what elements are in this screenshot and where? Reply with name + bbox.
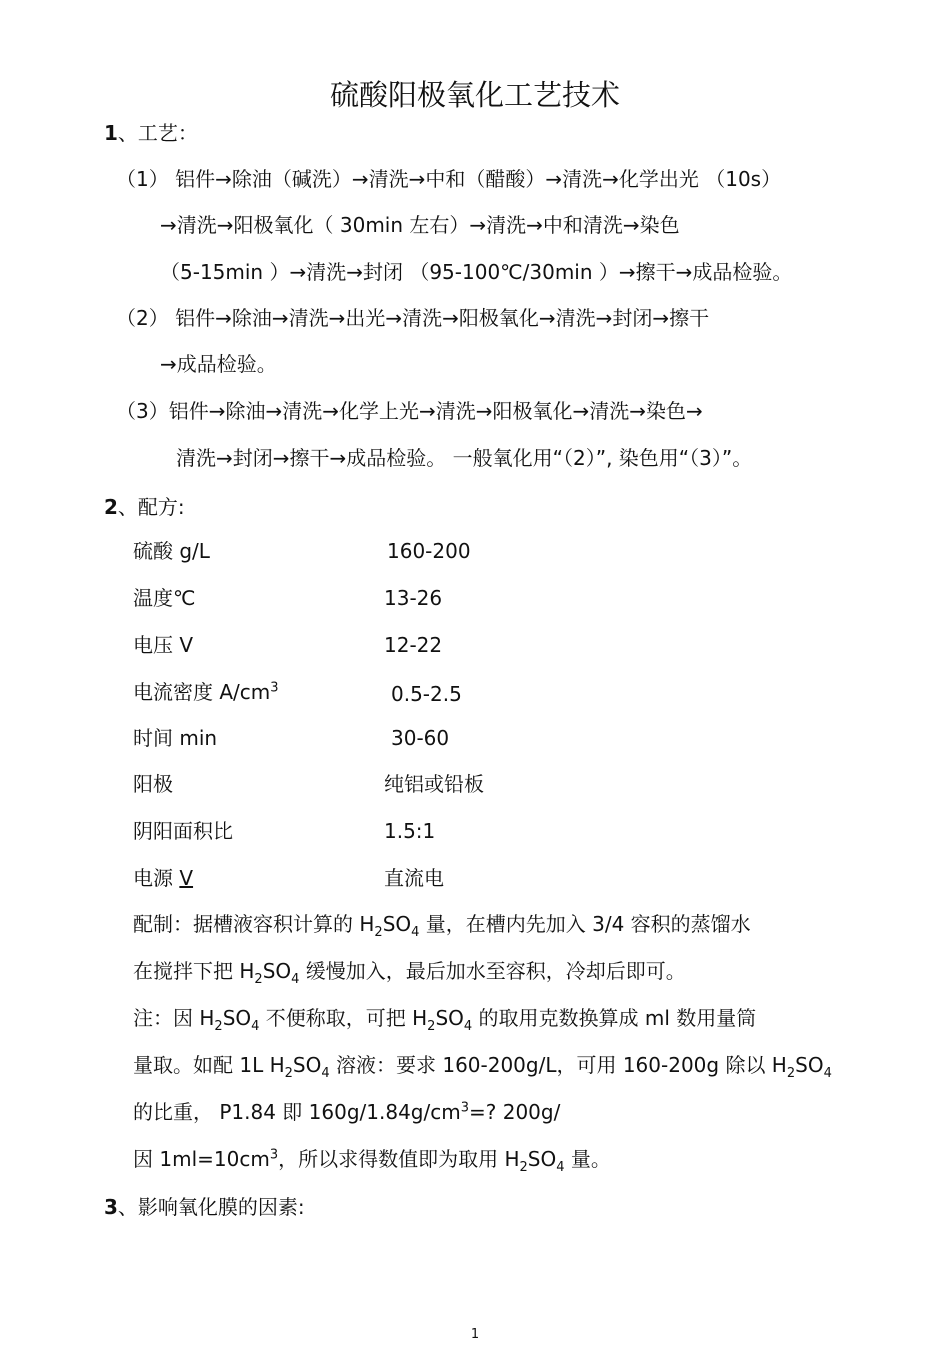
recipe-value-anode: 纯铝或铅板 xyxy=(384,772,484,796)
text: SO xyxy=(292,1053,322,1077)
text: 在搅拌下把 H xyxy=(133,959,255,983)
text: =? 200g/ xyxy=(469,1100,561,1124)
subscript: 2 xyxy=(374,925,383,940)
process-3-line-1: （3）铝件→除油→清洗→化学上光→清洗→阳极氧化→清洗→染色→ xyxy=(116,399,703,423)
section-1-heading xyxy=(104,121,198,145)
recipe-label-temperature: 温度℃ xyxy=(133,586,196,610)
recipe-label-time: 时间 min xyxy=(133,726,218,750)
recipe-value-area-ratio: 1.5:1 xyxy=(384,819,436,843)
section-title: 、影响氧化膜的因素: xyxy=(117,1195,305,1219)
recipe-label-area-ratio: 阴阳面积比 xyxy=(133,819,233,843)
text: ，所以求得数值即为取用 H xyxy=(278,1147,520,1171)
section-2-heading xyxy=(104,495,185,519)
subscript: 2 xyxy=(254,972,263,987)
prep-line-4 xyxy=(133,1053,832,1081)
text: SO xyxy=(222,1006,252,1030)
recipe-label-anode: 阳极 xyxy=(133,772,173,796)
text: SO xyxy=(795,1053,824,1077)
recipe-value-current-density: 0.5-2.5 xyxy=(391,682,462,706)
text: 缓慢加入，最后加水至容积，冷却后即可。 xyxy=(299,959,686,983)
subscript: 2 xyxy=(214,1019,223,1034)
text: 溶液：要求 160-200g/L，可用 160-200g 除以 H xyxy=(329,1053,787,1077)
section-3-heading xyxy=(104,1195,305,1219)
subscript: 4 xyxy=(321,1066,330,1081)
section-number: 1 xyxy=(104,121,118,145)
process-1-line-1: （1） 铝件→除油（碱洗）→清洗→中和（醋酸）→清洗→化学出光 （10s） xyxy=(116,167,782,191)
page-number: 1 xyxy=(470,1327,480,1342)
process-3-line-2: 清洗→封闭→擦干→成品检验。 一般氧化用“（2）”, 染色用“（3）”。 xyxy=(176,446,753,470)
recipe-value-sulfuric-acid: 160-200 xyxy=(387,539,471,563)
text: 注：因 H xyxy=(133,1006,215,1030)
text: SO xyxy=(382,912,412,936)
subscript: 4 xyxy=(823,1066,832,1081)
subscript: 2 xyxy=(427,1019,436,1034)
subscript: 4 xyxy=(411,925,420,940)
text: 量取。如配 1L H xyxy=(133,1053,285,1077)
prep-line-1 xyxy=(133,912,751,940)
prep-line-6 xyxy=(133,1147,611,1175)
text: 量。 xyxy=(564,1147,611,1171)
recipe-label-current-density xyxy=(133,680,279,704)
subscript: 4 xyxy=(463,1019,473,1034)
text: SO xyxy=(262,959,292,983)
process-2-line-2: →成品检验。 xyxy=(160,352,277,376)
text: 不便称取，可把 H xyxy=(259,1006,428,1030)
process-1-line-3: （5-15min ）→清洗→封闭 （95-100℃/30min ）→擦干→成品检验。 xyxy=(160,260,793,284)
recipe-label-power xyxy=(133,866,193,890)
subscript: 2 xyxy=(284,1066,293,1081)
process-2-line-1: （2） 铝件→除油→清洗→出光→清洗→阳极氧化→清洗→封闭→擦干 xyxy=(116,306,710,330)
text: SO xyxy=(435,1006,464,1030)
text: 的比重， P1.84 即 160g/1.84g/cm xyxy=(133,1100,461,1124)
section-title: 、配方: xyxy=(117,495,185,519)
prep-line-2 xyxy=(133,959,686,987)
recipe-value-voltage: 12-22 xyxy=(384,633,443,657)
recipe-label-sulfuric-acid: 硫酸 g/L xyxy=(133,539,210,563)
section-number: 3 xyxy=(104,1195,118,1219)
superscript: 3 xyxy=(460,1100,469,1116)
subscript: 2 xyxy=(786,1066,796,1081)
label-underlined-unit: V xyxy=(179,866,194,890)
section-number: 2 xyxy=(104,495,118,519)
superscript: 3 xyxy=(269,1147,279,1163)
subscript: 4 xyxy=(291,972,300,987)
label-superscript: 3 xyxy=(270,680,279,696)
text: 配制：据槽液容积计算的 H xyxy=(133,912,375,936)
recipe-value-power: 直流电 xyxy=(384,866,444,890)
process-1-line-2: →清洗→阳极氧化（ 30min 左右）→清洗→中和清洗→染色 xyxy=(160,213,680,237)
prep-line-5 xyxy=(133,1100,560,1124)
subscript: 2 xyxy=(519,1160,528,1175)
text: 因 1ml=10cm xyxy=(133,1147,270,1171)
subscript: 4 xyxy=(556,1160,565,1175)
subscript: 4 xyxy=(251,1019,260,1034)
recipe-value-time: 30-60 xyxy=(391,726,450,750)
section-title: 、工艺： xyxy=(117,121,198,145)
recipe-value-temperature: 13-26 xyxy=(384,586,443,610)
text: SO xyxy=(527,1147,557,1171)
label-text: 电源 xyxy=(133,866,180,890)
text: 的取用克数换算成 ml 数用量筒 xyxy=(472,1006,757,1030)
prep-line-3 xyxy=(133,1006,757,1034)
text: 量，在槽内先加入 3/4 容积的蒸馏水 xyxy=(419,912,751,936)
label-text: 电流密度 A/cm xyxy=(133,680,271,704)
recipe-label-voltage: 电压 V xyxy=(133,633,194,657)
page-title: 硫酸阳极氧化工艺技术 xyxy=(329,78,620,112)
